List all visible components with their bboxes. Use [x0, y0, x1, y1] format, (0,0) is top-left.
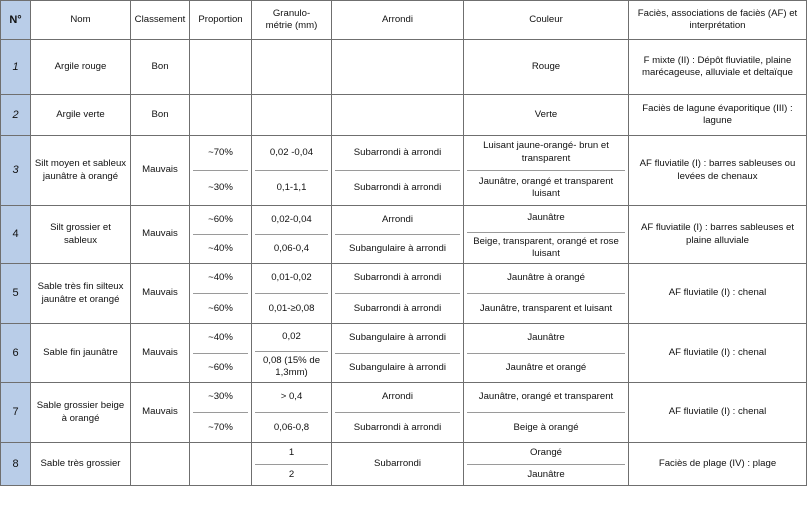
cell-nom: Silt moyen et sableux jaunâtre à orangé: [31, 136, 131, 206]
cell-facies: AF fluviatile (I) : barres sableuses ou levées de chenaux: [629, 136, 807, 206]
cell-couleur: [464, 264, 629, 324]
cell-granulometrie: [252, 443, 332, 486]
cell-granulometrie-split: [255, 327, 328, 380]
cell-facies: F mixte (II) : Dépôt fluviatile, plaine marécageuse, alluviale et deltaïque: [629, 40, 807, 95]
cell-facies: AF fluviatile (I) : chenal: [629, 264, 807, 324]
row-number: 6: [1, 324, 31, 383]
separator-line: [255, 170, 328, 171]
cell-proportion-split: [193, 209, 248, 261]
cell-nom: Sable fin jaunâtre: [31, 324, 131, 383]
cell-proportion-value: ~30%: [208, 182, 233, 193]
separator-line: [255, 351, 328, 352]
cell-couleur-value: Jaunâtre: [527, 212, 565, 224]
cell-nom: Argile rouge: [31, 40, 131, 95]
cell-granulometrie-value: > 0,4: [280, 391, 303, 402]
cell-classement: Mauvais: [131, 324, 190, 383]
cell-couleur-split: [467, 209, 625, 261]
cell-nom: Silt grossier et sableux: [31, 206, 131, 264]
cell-arrondi: [332, 40, 464, 95]
row-number: 4: [1, 206, 31, 264]
cell-arrondi-split: [335, 327, 460, 380]
cell-arrondi-split: [335, 139, 460, 203]
table-row: [1, 383, 807, 443]
cell-arrondi-value: Arrondi: [382, 391, 413, 402]
cell-couleur-value: Jaunâtre, orangé et transparent luisant: [478, 175, 614, 200]
cell-arrondi: [332, 324, 464, 383]
cell-proportion: [190, 95, 252, 136]
cell-couleur-split: [467, 446, 625, 483]
cell-couleur-value: Jaunâtre et orangé: [505, 361, 587, 373]
cell-proportion-value: ~40%: [208, 272, 233, 283]
cell-nom: Sable grossier beige à orangé: [31, 383, 131, 443]
separator-line: [467, 170, 625, 171]
cell-arrondi: [332, 95, 464, 136]
separator-line: [193, 234, 248, 235]
cell-classement: Mauvais: [131, 264, 190, 324]
cell-proportion-split: [193, 386, 248, 440]
cell-proportion-split: [193, 139, 248, 203]
row-number: 1: [1, 40, 31, 95]
cell-granulometrie-split: [255, 209, 328, 261]
cell-couleur: Verte: [464, 95, 629, 136]
cell-couleur: [464, 206, 629, 264]
separator-line: [193, 170, 248, 171]
row-number: 2: [1, 95, 31, 136]
separator-line: [335, 170, 460, 171]
table-row: [1, 136, 807, 206]
cell-proportion: [190, 383, 252, 443]
cell-granulometrie-value: 0,1-1,1: [276, 182, 307, 193]
cell-arrondi-value: Subarrondi à arrondi: [353, 302, 442, 314]
cell-granulometrie-value: 0,01-≥0,08: [268, 302, 315, 314]
cell-granulometrie-value: 0,02 -0,04: [269, 146, 314, 158]
cell-granulometrie-value: 0,06-0,8: [273, 421, 310, 433]
cell-granulometrie-value: 0,06-0,4: [273, 243, 310, 254]
cell-facies: AF fluviatile (I) : chenal: [629, 324, 807, 383]
separator-line: [335, 234, 460, 235]
separator-line: [255, 234, 328, 235]
cell-granulometrie-value: 0,01-0,02: [271, 272, 312, 283]
row-number: 8: [1, 443, 31, 486]
row-number: 3: [1, 136, 31, 206]
cell-classement: [131, 443, 190, 486]
separator-line: [467, 464, 625, 465]
separator-line: [335, 293, 460, 294]
table-row: [1, 264, 807, 324]
cell-proportion-value: ~30%: [208, 391, 233, 402]
header-classement: Classement: [131, 1, 190, 40]
row-number: 7: [1, 383, 31, 443]
cell-granulometrie-split: [255, 386, 328, 440]
header-couleur: Couleur: [464, 1, 629, 40]
table-row: [1, 95, 807, 136]
cell-couleur-split: [467, 267, 625, 321]
cell-granulometrie: [252, 136, 332, 206]
header-arrondi: Arrondi: [332, 1, 464, 40]
cell-arrondi-value: Arrondi: [382, 213, 413, 225]
cell-granulometrie-split: [255, 267, 328, 321]
cell-arrondi: [332, 264, 464, 324]
cell-couleur: [464, 383, 629, 443]
cell-couleur-value: Beige, transparent, orangé et rose luisant: [473, 235, 619, 259]
cell-couleur: [464, 443, 629, 486]
cell-granulometrie: [252, 264, 332, 324]
cell-nom: Sable très grossier: [31, 443, 131, 486]
cell-proportion: [190, 136, 252, 206]
cell-classement: Mauvais: [131, 383, 190, 443]
cell-classement: Mauvais: [131, 206, 190, 264]
cell-arrondi-value: Subangulaire à arrondi: [348, 361, 447, 373]
separator-line: [255, 412, 328, 413]
cell-couleur-value: Jaunâtre, transparent et luisant: [479, 302, 613, 314]
header-num: N°: [1, 1, 31, 40]
header-granulometrie: Granulo- métrie (mm): [252, 1, 332, 40]
cell-arrondi-value: Subangulaire à arrondi: [348, 243, 447, 254]
cell-facies: AF fluviatile (I) : chenal: [629, 383, 807, 443]
table-row: [1, 40, 807, 95]
cell-granulometrie: [252, 206, 332, 264]
separator-line: [255, 293, 328, 294]
cell-granulometrie-value: 2: [288, 468, 295, 480]
cell-proportion-split: [193, 327, 248, 380]
cell-couleur-split: [467, 139, 625, 203]
cell-arrondi-split: [335, 209, 460, 261]
separator-line: [335, 353, 460, 354]
header-row: [1, 1, 807, 40]
cell-proportion: [190, 206, 252, 264]
cell-granulometrie: [252, 40, 332, 95]
cell-arrondi: Subarrondi: [332, 443, 464, 486]
cell-couleur-value: Beige à orangé: [513, 421, 579, 433]
cell-couleur-value: Jaunâtre à orangé: [507, 272, 585, 283]
cell-granulometrie-value: 0,08 (15% de 1,3mm): [262, 354, 321, 378]
header-facies: Faciès, associations de faciès (AF) et interprétation: [629, 1, 807, 40]
separator-line: [467, 353, 625, 354]
cell-granulometrie-split: [255, 139, 328, 203]
cell-couleur-split: [467, 327, 625, 380]
table-row: [1, 443, 807, 486]
cell-facies: Faciès de plage (IV) : plage: [629, 443, 807, 486]
cell-arrondi-split: [335, 386, 460, 440]
cell-classement: Bon: [131, 40, 190, 95]
separator-line: [193, 353, 248, 354]
cell-nom: Sable très fin silteux jaunâtre et orangé: [31, 264, 131, 324]
table-row: [1, 206, 807, 264]
cell-proportion-value: ~40%: [208, 331, 233, 343]
cell-couleur-value: Jaunâtre: [527, 331, 565, 343]
cell-couleur: Rouge: [464, 40, 629, 95]
separator-line: [193, 412, 248, 413]
cell-proportion-value: ~60%: [208, 213, 233, 225]
cell-arrondi-value: Subarrondi à arrondi: [353, 272, 442, 283]
cell-arrondi-value: Subarrondi à arrondi: [353, 146, 442, 158]
header-nom: Nom: [31, 1, 131, 40]
cell-proportion: [190, 40, 252, 95]
cell-proportion-value: ~70%: [208, 421, 233, 433]
cell-arrondi: [332, 136, 464, 206]
separator-line: [255, 464, 328, 465]
cell-arrondi: [332, 383, 464, 443]
cell-arrondi-split: [335, 267, 460, 321]
cell-facies: Faciès de lagune évaporitique (III) : lagune: [629, 95, 807, 136]
cell-arrondi-value: Subarrondi à arrondi: [353, 182, 442, 193]
cell-couleur-split: [467, 386, 625, 440]
separator-line: [467, 232, 625, 233]
separator-line: [335, 412, 460, 413]
cell-granulometrie: [252, 95, 332, 136]
cell-arrondi-value: Subarrondi à arrondi: [353, 421, 442, 433]
cell-proportion-value: ~60%: [208, 302, 233, 314]
cell-proportion: [190, 324, 252, 383]
cell-proportion: [190, 264, 252, 324]
cell-granulometrie-value: 0,02-0,04: [271, 213, 312, 225]
cell-granulometrie: [252, 383, 332, 443]
cell-couleur: [464, 324, 629, 383]
cell-couleur-value: Jaunâtre, orangé et transparent: [478, 391, 614, 402]
separator-line: [193, 293, 248, 294]
cell-proportion-value: ~60%: [208, 361, 233, 373]
cell-proportion-split: [193, 267, 248, 321]
cell-proportion-value: ~40%: [208, 243, 233, 254]
cell-arrondi: [332, 206, 464, 264]
cell-granulometrie: [252, 324, 332, 383]
separator-line: [467, 293, 625, 294]
cell-couleur-value: Orangé: [530, 446, 562, 458]
table-row: [1, 324, 807, 383]
cell-granulometrie-value: 1: [288, 446, 295, 458]
cell-granulometrie-split: [255, 446, 328, 483]
cell-classement: Bon: [131, 95, 190, 136]
cell-nom: Argile verte: [31, 95, 131, 136]
cell-couleur: [464, 136, 629, 206]
header-proportion: Proportion: [190, 1, 252, 40]
cell-proportion-value: ~70%: [208, 146, 233, 158]
cell-couleur-value: Jaunâtre: [527, 468, 565, 480]
cell-granulometrie-value: 0,02: [282, 330, 301, 342]
separator-line: [467, 412, 625, 413]
row-number: 5: [1, 264, 31, 324]
cell-couleur-value: Luisant jaune-orangé- brun et transparent: [483, 140, 609, 164]
cell-arrondi-value: Subangulaire à arrondi: [348, 331, 447, 343]
cell-facies: AF fluviatile (I) : barres sableuses et plaine alluviale: [629, 206, 807, 264]
cell-proportion: [190, 443, 252, 486]
cell-classement: Mauvais: [131, 136, 190, 206]
